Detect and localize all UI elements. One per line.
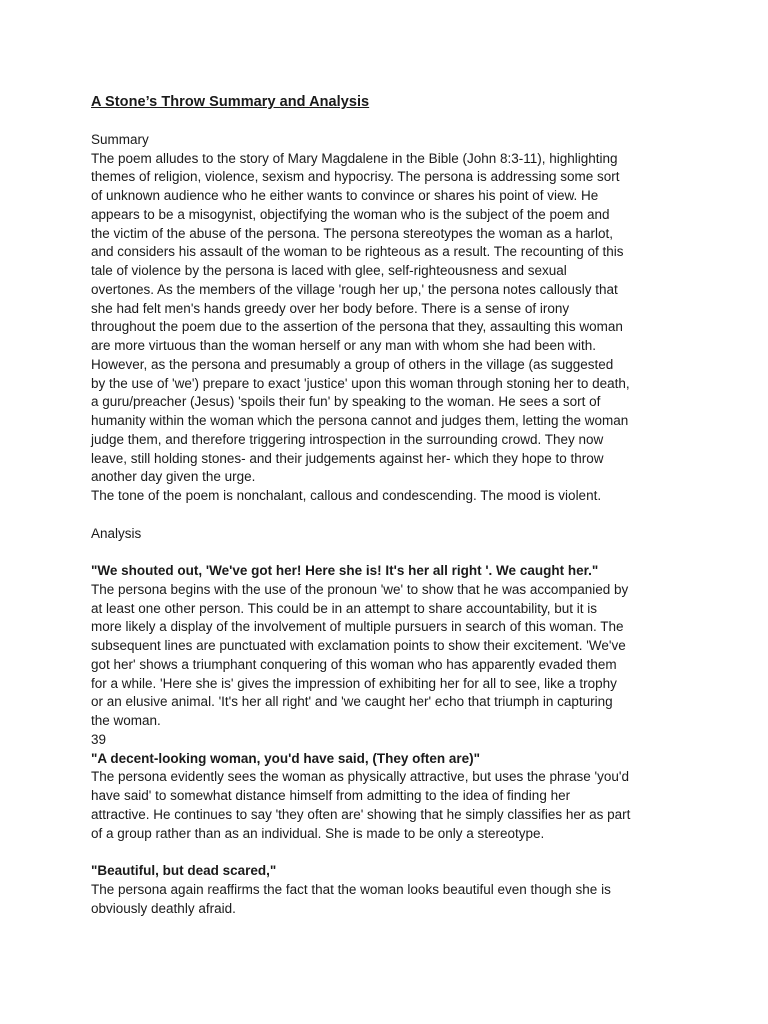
analysis-heading: Analysis	[91, 525, 142, 541]
analysis-paragraph-3: The persona again reaffirms the fact that the woman looks beautiful even though she is obviously deathly afraid.	[91, 881, 611, 916]
spacer	[91, 506, 631, 525]
poem-quote-1: "We shouted out, 'We've got her! Here she is! It's her all right '. We caught her."	[91, 563, 599, 578]
summary-heading: Summary	[91, 131, 149, 147]
analysis-paragraph-1: The persona begins with the use of the pronoun 'we' to show that he was accompanied by at least one other person. This could be in an attempt to share accountability, but it is more likely a display of the involvement of multiple pursuers in search of this woman. The subsequent lines are punctuated with exclamation points to show their excitement. 'We've got her' shows a triumphant conquering of this woman who has apparently evaded them for a while. 'Here she is' gives the impression of exhibiting her for all to see, like a trophy or an elusive animal. 'It's her all right' and 'we caught her' echo that triumph in capturing the woman.	[91, 581, 629, 728]
poem-quote-2: "A decent-looking woman, you'd have said, (They often are)"	[91, 750, 481, 766]
page-number: 39	[91, 731, 107, 747]
analysis-paragraph-2: The persona evidently sees the woman as physically attractive, but uses the phrase 'you'd have said' to somewhat distance himself from admitting to the idea of finding her attractive. He continues to say 'they often are' showing that he simply classifies her as part of a group rather than as an individual. She is made to be only a stereotype.	[91, 769, 631, 841]
summary-paragraph: The poem alludes to the story of Mary Magdalene in the Bible (John 8:3-11), highlighting themes of religion, violence, sexism and hypocrisy. The persona is addressing some sort of unknown audience who he either wants to convince or shares his point of view. He appears to be a misogynist, objectifying the woman who is the subject of the poem and the victim of the abuse of the persona. The persona stereotypes the woman as a harlot, and considers his assault of the woman to be righteous as a result. The recounting of this tale of violence by the persona is laced with glee, self-righteousness and sexual overtones. As the members of the village 'rough her up,' the persona notes callously that she had felt men's hands greedy over her body before. There is a sense of irony throughout the poem due to the assertion of the persona that they, assaulting this woman are more virtuous than the woman herself or any man with whom she had been with. However, as the persona and presumably a group of others in the village (as suggested by the use of 'we') prepare to exact 'justice' upon this woman through stoning her to death, a guru/preacher (Jesus) 'spoils their fun' by speaking to the woman. He sees a sort of humanity within the woman which the persona cannot and judges them, letting the woman judge them, and therefore triggering introspection in the surrounding crowd. They now leave, still holding stones- and their judgements against her- which they hope to throw another day given the urge.	[91, 150, 630, 485]
tone-statement: The tone of the poem is nonchalant, callous and condescending. The mood is violent.	[91, 488, 602, 503]
spacer	[91, 543, 631, 562]
spacer	[91, 843, 631, 862]
document-page	[91, 93, 631, 918]
poem-quote-3: "Beautiful, but dead scared,"	[91, 863, 277, 878]
document-title: A Stone’s Throw Summary and Analysis	[91, 94, 370, 110]
